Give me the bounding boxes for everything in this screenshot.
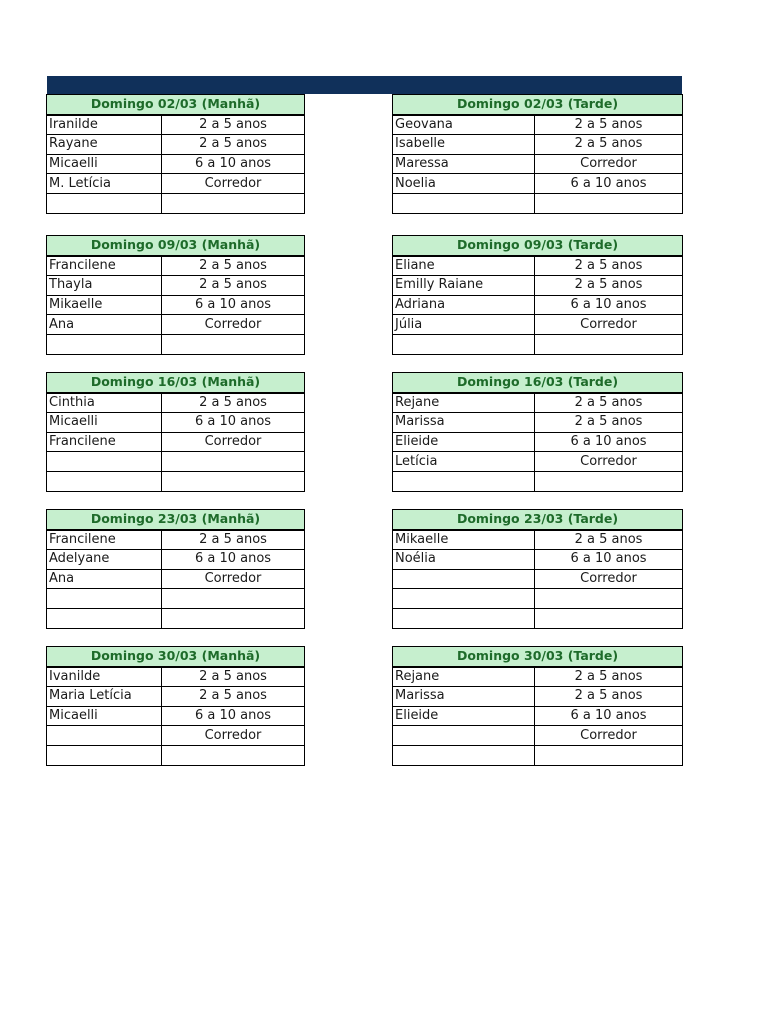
volunteer-name-cell — [47, 745, 162, 765]
assignment-cell — [535, 589, 683, 609]
assignment-cell: Corredor — [535, 452, 683, 472]
assignment-cell: 2 a 5 anos — [535, 276, 683, 296]
volunteer-name-cell: Emilly Raiane — [393, 276, 535, 296]
table-row — [393, 315, 683, 335]
assignment-cell: 6 a 10 anos — [535, 550, 683, 570]
volunteer-name-cell: Eliane — [393, 256, 535, 276]
table-row — [47, 276, 305, 296]
assignment-cell: Corredor — [162, 174, 305, 194]
volunteer-name-cell: Maressa — [393, 154, 535, 174]
volunteer-name-cell: Ivanilde — [47, 667, 162, 687]
assignment-cell: Corredor — [535, 726, 683, 746]
schedule-block-left — [46, 509, 305, 629]
volunteer-name-cell — [393, 471, 535, 491]
schedule-block-left — [46, 646, 305, 766]
volunteer-name-cell — [47, 471, 162, 491]
assignment-cell: 2 a 5 anos — [162, 393, 305, 413]
assignment-cell: 2 a 5 anos — [535, 687, 683, 707]
volunteer-name-cell: Noelia — [393, 174, 535, 194]
table-row — [47, 295, 305, 315]
volunteer-name-cell: Francilene — [47, 432, 162, 452]
volunteer-name-cell: Letícia — [393, 452, 535, 472]
schedule-block-right — [392, 94, 683, 214]
volunteer-name-cell — [47, 193, 162, 213]
assignment-cell — [162, 745, 305, 765]
assignment-cell: 6 a 10 anos — [162, 154, 305, 174]
volunteer-name-cell: Isabelle — [393, 135, 535, 155]
table-row — [47, 413, 305, 433]
block-title: Domingo 02/03 (Manhã) — [47, 95, 305, 115]
block-title: Domingo 30/03 (Manhã) — [47, 647, 305, 667]
table-row — [47, 589, 305, 609]
table-row — [47, 550, 305, 570]
table-row — [47, 154, 305, 174]
table-row — [393, 530, 683, 550]
volunteer-name-cell — [47, 452, 162, 472]
assignment-cell: 2 a 5 anos — [162, 687, 305, 707]
volunteer-name-cell: Micaelli — [47, 706, 162, 726]
volunteer-name-cell — [393, 569, 535, 589]
block-title: Domingo 09/03 (Tarde) — [393, 236, 683, 256]
table-row — [47, 687, 305, 707]
volunteer-name-cell: M. Letícia — [47, 174, 162, 194]
assignment-cell — [162, 589, 305, 609]
assignment-cell: Corredor — [162, 315, 305, 335]
volunteer-name-cell — [393, 193, 535, 213]
volunteer-name-cell — [47, 589, 162, 609]
assignment-cell: 6 a 10 anos — [162, 706, 305, 726]
assignment-cell: Corredor — [535, 315, 683, 335]
block-title: Domingo 16/03 (Tarde) — [393, 373, 683, 393]
table-row — [393, 154, 683, 174]
block-title: Domingo 09/03 (Manhã) — [47, 236, 305, 256]
assignment-cell: 2 a 5 anos — [535, 667, 683, 687]
volunteer-name-cell: Ana — [47, 569, 162, 589]
table-row — [47, 569, 305, 589]
assignment-cell: 6 a 10 anos — [162, 550, 305, 570]
volunteer-name-cell: Rejane — [393, 667, 535, 687]
assignment-cell: 6 a 10 anos — [535, 295, 683, 315]
volunteer-name-cell: Francilene — [47, 256, 162, 276]
table-row — [47, 115, 305, 135]
table-row — [393, 569, 683, 589]
volunteer-name-cell: Rayane — [47, 135, 162, 155]
table-row — [47, 667, 305, 687]
table-row — [47, 608, 305, 628]
table-row — [393, 726, 683, 746]
assignment-cell: 2 a 5 anos — [535, 256, 683, 276]
volunteer-name-cell: Mikaelle — [47, 295, 162, 315]
table-row — [393, 432, 683, 452]
assignment-cell: 2 a 5 anos — [162, 530, 305, 550]
volunteer-name-cell: Maria Letícia — [47, 687, 162, 707]
volunteer-name-cell: Elieide — [393, 432, 535, 452]
volunteer-name-cell: Thayla — [47, 276, 162, 296]
table-row — [393, 687, 683, 707]
table-row — [47, 135, 305, 155]
assignment-cell — [162, 452, 305, 472]
table-row — [393, 295, 683, 315]
schedule-block-left — [46, 235, 305, 355]
table-row — [47, 393, 305, 413]
volunteer-name-cell — [47, 334, 162, 354]
assignment-cell — [535, 471, 683, 491]
assignment-cell: 6 a 10 anos — [535, 706, 683, 726]
assignment-cell: Corredor — [162, 726, 305, 746]
schedule-block-right — [392, 372, 683, 492]
assignment-cell — [162, 334, 305, 354]
assignment-cell — [535, 193, 683, 213]
schedule-block-right — [392, 235, 683, 355]
assignment-cell: Corredor — [535, 569, 683, 589]
volunteer-name-cell — [47, 726, 162, 746]
volunteer-name-cell — [47, 608, 162, 628]
volunteer-name-cell: Micaelli — [47, 154, 162, 174]
block-title: Domingo 23/03 (Tarde) — [393, 510, 683, 530]
table-row — [47, 256, 305, 276]
table-row — [393, 115, 683, 135]
table-row — [393, 745, 683, 765]
volunteer-name-cell — [393, 589, 535, 609]
header-bar — [47, 76, 682, 94]
volunteer-name-cell: Cinthia — [47, 393, 162, 413]
block-title: Domingo 02/03 (Tarde) — [393, 95, 683, 115]
block-title: Domingo 30/03 (Tarde) — [393, 647, 683, 667]
table-row — [393, 276, 683, 296]
assignment-cell: 6 a 10 anos — [535, 432, 683, 452]
volunteer-name-cell: Adriana — [393, 295, 535, 315]
table-row — [393, 174, 683, 194]
schedule-block-left — [46, 94, 305, 214]
volunteer-name-cell: Geovana — [393, 115, 535, 135]
volunteer-name-cell: Rejane — [393, 393, 535, 413]
table-row — [393, 667, 683, 687]
volunteer-name-cell: Noélia — [393, 550, 535, 570]
table-row — [393, 334, 683, 354]
assignment-cell: 2 a 5 anos — [162, 135, 305, 155]
volunteer-name-cell: Iranilde — [47, 115, 162, 135]
assignment-cell: 2 a 5 anos — [162, 276, 305, 296]
table-row — [393, 393, 683, 413]
volunteer-name-cell — [393, 608, 535, 628]
assignment-cell: Corredor — [162, 432, 305, 452]
table-row — [47, 432, 305, 452]
volunteer-name-cell — [393, 745, 535, 765]
block-title: Domingo 16/03 (Manhã) — [47, 373, 305, 393]
schedule-block-right — [392, 646, 683, 766]
table-row — [393, 413, 683, 433]
volunteer-name-cell: Francilene — [47, 530, 162, 550]
assignment-cell — [535, 608, 683, 628]
table-row — [47, 726, 305, 746]
assignment-cell — [162, 471, 305, 491]
volunteer-name-cell: Adelyane — [47, 550, 162, 570]
assignment-cell: 2 a 5 anos — [535, 393, 683, 413]
table-row — [47, 452, 305, 472]
volunteer-name-cell: Marissa — [393, 687, 535, 707]
assignment-cell: 6 a 10 anos — [162, 413, 305, 433]
assignment-cell — [535, 745, 683, 765]
volunteer-name-cell: Ana — [47, 315, 162, 335]
block-title: Domingo 23/03 (Manhã) — [47, 510, 305, 530]
table-row — [47, 315, 305, 335]
table-row — [393, 550, 683, 570]
volunteer-name-cell: Marissa — [393, 413, 535, 433]
table-row — [393, 471, 683, 491]
assignment-cell: 2 a 5 anos — [535, 530, 683, 550]
table-row — [393, 706, 683, 726]
volunteer-name-cell — [393, 726, 535, 746]
assignment-cell: 2 a 5 anos — [162, 115, 305, 135]
schedule-block-right — [392, 509, 683, 629]
assignment-cell: 2 a 5 anos — [535, 135, 683, 155]
table-row — [393, 608, 683, 628]
assignment-cell — [162, 608, 305, 628]
volunteer-name-cell: Elieide — [393, 706, 535, 726]
table-row — [47, 530, 305, 550]
assignment-cell: 6 a 10 anos — [162, 295, 305, 315]
assignment-cell: Corredor — [162, 569, 305, 589]
assignment-cell — [162, 193, 305, 213]
assignment-cell: 2 a 5 anos — [162, 256, 305, 276]
table-row — [47, 745, 305, 765]
assignment-cell: 6 a 10 anos — [535, 174, 683, 194]
table-row — [47, 471, 305, 491]
assignment-cell: 2 a 5 anos — [535, 413, 683, 433]
volunteer-name-cell — [393, 334, 535, 354]
table-row — [47, 706, 305, 726]
table-row — [393, 193, 683, 213]
volunteer-name-cell: Micaelli — [47, 413, 162, 433]
assignment-cell — [535, 334, 683, 354]
assignment-cell: 2 a 5 anos — [535, 115, 683, 135]
table-row — [47, 193, 305, 213]
table-row — [393, 135, 683, 155]
table-row — [47, 174, 305, 194]
assignment-cell: 2 a 5 anos — [162, 667, 305, 687]
table-row — [393, 452, 683, 472]
table-row — [47, 334, 305, 354]
volunteer-name-cell: Mikaelle — [393, 530, 535, 550]
assignment-cell: Corredor — [535, 154, 683, 174]
volunteer-name-cell: Júlia — [393, 315, 535, 335]
schedule-block-left — [46, 372, 305, 492]
table-row — [393, 256, 683, 276]
table-row — [393, 589, 683, 609]
